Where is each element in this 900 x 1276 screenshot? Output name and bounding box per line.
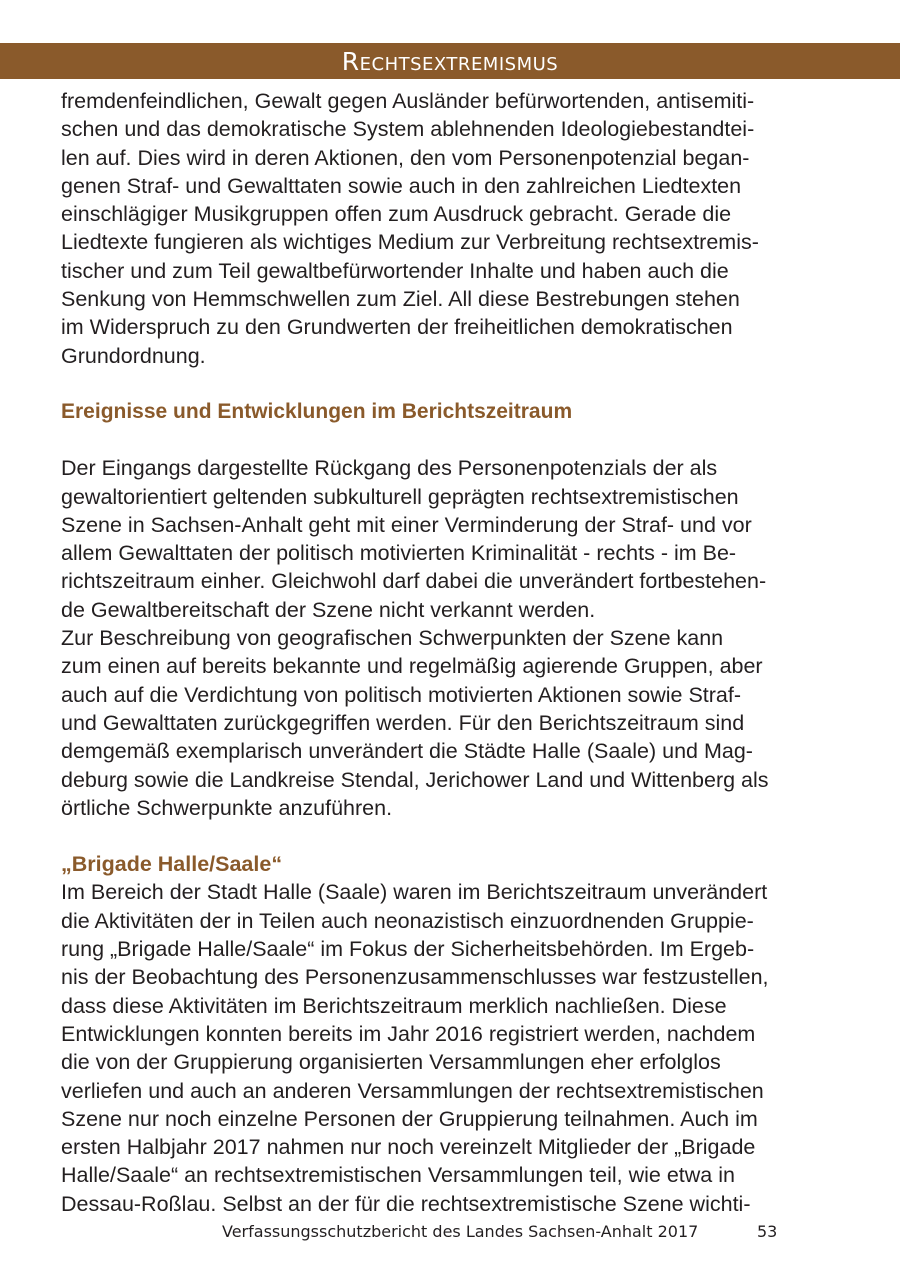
- page-number: 53: [757, 1222, 778, 1241]
- section-heading: Ereignisse und Entwicklungen im Berichtszeitraum: [61, 399, 573, 423]
- events-paragraph-1: Der Eingangs dargestellte Rückgang des Personenpotenzials der als gewaltorientiert geltenden subkulturell geprägten rechtsextremistischen Szene in Sachsen-Anhalt geht mit einer Verminderung der Straf- und vor allem Gewalttaten der politisch motivierten Kriminalität - rechts - im Be- richtszeitraum einher. Gleichwohl darf dabei die unverändert fortbestehen- de Gewaltbereitschaft der Szene nicht verkannt werden.: [61, 456, 767, 622]
- spacer: [61, 822, 851, 850]
- page-content: [61, 87, 851, 1218]
- page-footer: [0, 1220, 900, 1244]
- events-paragraph-2: Zur Beschreibung von geografischen Schwerpunkten der Szene kann zum einen auf bereits bekannte und regelmäßig agierende Gruppen, aber auch auf die Verdichtung von politisch motivierten Aktionen sowie Straf- und Gewalttaten zurückgegriffen werden. Für den Berichtszeitraum sind demgemäß exemplarisch unverändert die Städte Halle (Saale) und Mag- deburg sowie die Landkreise Stendal, Jerichower Land und Wittenberg als örtliche Schwerpunkte anzuführen.: [61, 626, 769, 820]
- footer-publication-title: Verfassungsschutzbericht des Landes Sachsen-Anhalt 2017: [222, 1222, 699, 1241]
- spacer: [61, 426, 851, 454]
- brigade-subheading: „Brigade Halle/Saale“: [61, 852, 283, 877]
- brigade-paragraph: Im Bereich der Stadt Halle (Saale) waren im Berichtszeitraum unverändert die Aktivitäten der in Teilen auch neonazistisch einzuordnenden Gruppie- rung „Brigade Halle/Saale“ im Fokus der Sicherheitsbehörden. Im Ergeb- nis der Beobachtung des Personenzusammenschlusses war festzustellen, dass diese Aktivitäten im Berichtszeitraum merklich nachließen. Diese Entwicklungen konnten bereits im Jahr 2016 registriert werden, nachdem die von der Gruppierung organisierten Versammlungen eher erfolglos verliefen und auch an anderen Versammlungen der rechtsextremistischen Szene nur noch einzelne Personen der Gruppierung teilnahmen. Auch im ersten Halbjahr 2017 nahmen nur noch vereinzelt Mitglieder der „Brigade Halle/Saale“ an rechtsextremistischen Versammlungen teil, wie etwa in Dessau-Roßlau. Selbst an der für die rechtsextremistische Szene wichti-: [61, 880, 769, 1216]
- chapter-title: Rechtsextremismus: [341, 47, 559, 76]
- chapter-header-bar: [0, 43, 900, 79]
- intro-paragraph: fremdenfeindlichen, Gewalt gegen Ausländer befürwortenden, antisemiti- schen und das demokratische System ablehnenden Ideologiebestandtei- len auf. Dies wird in deren Aktionen, den vom Personenpotenzial began- genen Straf- und Gewalttaten sowie auch in den zahlreichen Liedtexten einschlägiger Musikgruppen offen zum Ausdruck gebracht. Gerade die Liedtexte fungieren als wichtiges Medium zur Verbreitung rechtsextremis- tischer und zum Teil gewaltbefürwortender Inhalte und haben auch die Senkung von Hemmschwellen zum Ziel. All diese Bestrebungen stehen im Widerspruch zu den Grundwerten der freiheitlichen demokratischen Grundordnung.: [61, 89, 759, 368]
- spacer: [61, 370, 851, 398]
